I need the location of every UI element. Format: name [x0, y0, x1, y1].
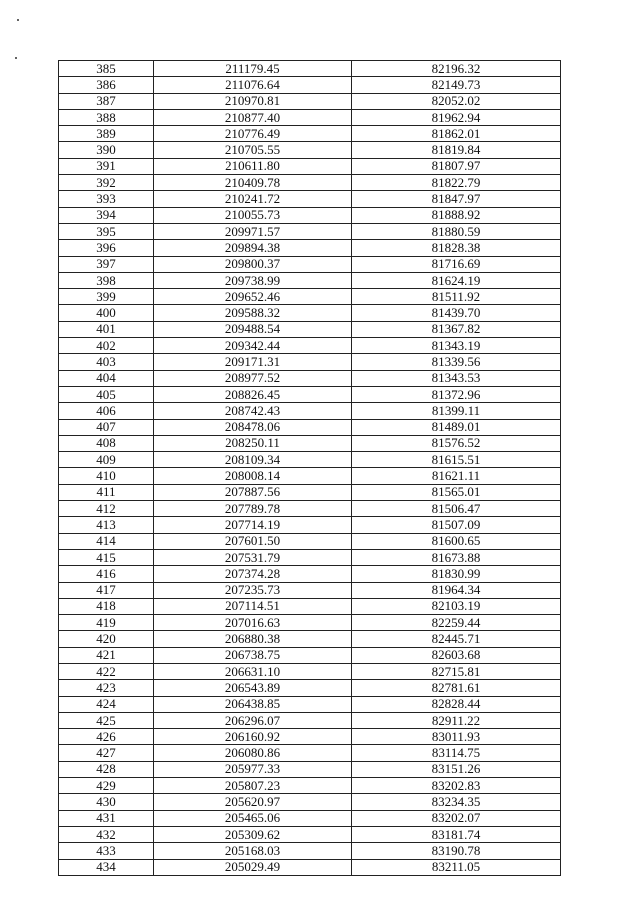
point-number-cell: 412 [59, 501, 154, 517]
point-number-cell: 429 [59, 778, 154, 794]
y-coordinate-cell: 83234.35 [352, 794, 561, 810]
y-coordinate-cell: 82715.81 [352, 663, 561, 679]
x-coordinate-cell: 209588.32 [154, 305, 352, 321]
x-coordinate-cell: 206296.07 [154, 712, 352, 728]
y-coordinate-cell: 81399.11 [352, 403, 561, 419]
point-number-cell: 408 [59, 435, 154, 451]
y-coordinate-cell: 81807.97 [352, 158, 561, 174]
x-coordinate-cell: 208977.52 [154, 370, 352, 386]
y-coordinate-cell: 83202.83 [352, 778, 561, 794]
x-coordinate-cell: 207714.19 [154, 517, 352, 533]
x-coordinate-cell: 208742.43 [154, 403, 352, 419]
point-number-cell: 417 [59, 582, 154, 598]
table-row [59, 305, 561, 321]
point-number-cell: 419 [59, 615, 154, 631]
x-coordinate-cell: 207235.73 [154, 582, 352, 598]
point-number-cell: 413 [59, 517, 154, 533]
x-coordinate-cell: 205620.97 [154, 794, 352, 810]
point-number-cell: 395 [59, 223, 154, 239]
point-number-cell: 394 [59, 207, 154, 223]
y-coordinate-cell: 82828.44 [352, 696, 561, 712]
x-coordinate-cell: 209171.31 [154, 354, 352, 370]
table-row [59, 712, 561, 728]
y-coordinate-cell: 83202.07 [352, 810, 561, 826]
scan-speck [15, 57, 17, 59]
x-coordinate-cell: 209800.37 [154, 256, 352, 272]
table-row [59, 126, 561, 142]
table-row [59, 240, 561, 256]
y-coordinate-cell: 82445.71 [352, 631, 561, 647]
x-coordinate-cell: 207374.28 [154, 566, 352, 582]
table-row [59, 859, 561, 875]
table-row [59, 435, 561, 451]
table-row [59, 517, 561, 533]
y-coordinate-cell: 81847.97 [352, 191, 561, 207]
point-number-cell: 414 [59, 533, 154, 549]
x-coordinate-cell: 210970.81 [154, 93, 352, 109]
y-coordinate-cell: 81339.56 [352, 354, 561, 370]
table-row [59, 419, 561, 435]
y-coordinate-cell: 81964.34 [352, 582, 561, 598]
y-coordinate-cell: 81828.38 [352, 240, 561, 256]
x-coordinate-cell: 205168.03 [154, 843, 352, 859]
point-number-cell: 423 [59, 680, 154, 696]
x-coordinate-cell: 210877.40 [154, 109, 352, 125]
y-coordinate-cell: 81624.19 [352, 272, 561, 288]
y-coordinate-cell: 81880.59 [352, 223, 561, 239]
x-coordinate-cell: 206631.10 [154, 663, 352, 679]
point-number-cell: 424 [59, 696, 154, 712]
point-number-cell: 390 [59, 142, 154, 158]
x-coordinate-cell: 205309.62 [154, 826, 352, 842]
table-row [59, 158, 561, 174]
x-coordinate-cell: 208826.45 [154, 386, 352, 402]
x-coordinate-cell: 206738.75 [154, 647, 352, 663]
table-row [59, 272, 561, 288]
table-row [59, 452, 561, 468]
point-number-cell: 432 [59, 826, 154, 842]
point-number-cell: 434 [59, 859, 154, 875]
y-coordinate-cell: 83190.78 [352, 843, 561, 859]
point-number-cell: 404 [59, 370, 154, 386]
y-coordinate-cell: 81673.88 [352, 549, 561, 565]
x-coordinate-cell: 206880.38 [154, 631, 352, 647]
point-number-cell: 406 [59, 403, 154, 419]
point-number-cell: 385 [59, 61, 154, 77]
table-row [59, 810, 561, 826]
y-coordinate-cell: 81489.01 [352, 419, 561, 435]
x-coordinate-cell: 210776.49 [154, 126, 352, 142]
y-coordinate-cell: 83011.93 [352, 729, 561, 745]
table-row [59, 191, 561, 207]
x-coordinate-cell: 207016.63 [154, 615, 352, 631]
x-coordinate-cell: 209488.54 [154, 321, 352, 337]
table-row [59, 680, 561, 696]
y-coordinate-cell: 81576.52 [352, 435, 561, 451]
point-number-cell: 415 [59, 549, 154, 565]
y-coordinate-cell: 81372.96 [352, 386, 561, 402]
y-coordinate-cell: 81343.53 [352, 370, 561, 386]
y-coordinate-cell: 81343.19 [352, 338, 561, 354]
y-coordinate-cell: 81830.99 [352, 566, 561, 582]
y-coordinate-cell: 81367.82 [352, 321, 561, 337]
table-row [59, 256, 561, 272]
x-coordinate-cell: 209738.99 [154, 272, 352, 288]
x-coordinate-cell: 211076.64 [154, 77, 352, 93]
point-number-cell: 411 [59, 484, 154, 500]
x-coordinate-cell: 205029.49 [154, 859, 352, 875]
y-coordinate-cell: 81506.47 [352, 501, 561, 517]
table-row [59, 61, 561, 77]
y-coordinate-cell: 82103.19 [352, 598, 561, 614]
y-coordinate-cell: 82603.68 [352, 647, 561, 663]
table-row [59, 175, 561, 191]
table-row [59, 598, 561, 614]
x-coordinate-cell: 206160.92 [154, 729, 352, 745]
x-coordinate-cell: 210241.72 [154, 191, 352, 207]
x-coordinate-cell: 207531.79 [154, 549, 352, 565]
point-number-cell: 430 [59, 794, 154, 810]
x-coordinate-cell: 210705.55 [154, 142, 352, 158]
point-number-cell: 407 [59, 419, 154, 435]
x-coordinate-cell: 206080.86 [154, 745, 352, 761]
table-row [59, 207, 561, 223]
table-row [59, 794, 561, 810]
x-coordinate-cell: 207601.50 [154, 533, 352, 549]
point-number-cell: 396 [59, 240, 154, 256]
point-number-cell: 422 [59, 663, 154, 679]
y-coordinate-cell: 82259.44 [352, 615, 561, 631]
x-coordinate-cell: 208008.14 [154, 468, 352, 484]
x-coordinate-cell: 208478.06 [154, 419, 352, 435]
point-number-cell: 410 [59, 468, 154, 484]
table-row [59, 843, 561, 859]
table-row [59, 370, 561, 386]
table-row [59, 468, 561, 484]
table-row [59, 484, 561, 500]
y-coordinate-cell: 83181.74 [352, 826, 561, 842]
point-number-cell: 403 [59, 354, 154, 370]
y-coordinate-cell: 81511.92 [352, 289, 561, 305]
scan-speck [17, 19, 19, 21]
table-row [59, 761, 561, 777]
table-row [59, 566, 561, 582]
point-number-cell: 386 [59, 77, 154, 93]
x-coordinate-cell: 211179.45 [154, 61, 352, 77]
x-coordinate-cell: 210409.78 [154, 175, 352, 191]
coordinate-table-body [59, 61, 561, 876]
table-row [59, 77, 561, 93]
point-number-cell: 420 [59, 631, 154, 647]
point-number-cell: 402 [59, 338, 154, 354]
table-row [59, 729, 561, 745]
table-row [59, 354, 561, 370]
table-row [59, 533, 561, 549]
coordinate-table [58, 60, 561, 876]
x-coordinate-cell: 207114.51 [154, 598, 352, 614]
table-row [59, 501, 561, 517]
x-coordinate-cell: 209894.38 [154, 240, 352, 256]
x-coordinate-cell: 209652.46 [154, 289, 352, 305]
point-number-cell: 405 [59, 386, 154, 402]
x-coordinate-cell: 208109.34 [154, 452, 352, 468]
point-number-cell: 425 [59, 712, 154, 728]
table-row [59, 745, 561, 761]
table-row [59, 826, 561, 842]
y-coordinate-cell: 81716.69 [352, 256, 561, 272]
y-coordinate-cell: 82052.02 [352, 93, 561, 109]
table-row [59, 696, 561, 712]
point-number-cell: 401 [59, 321, 154, 337]
table-row [59, 631, 561, 647]
point-number-cell: 393 [59, 191, 154, 207]
y-coordinate-cell: 82149.73 [352, 77, 561, 93]
x-coordinate-cell: 207887.56 [154, 484, 352, 500]
y-coordinate-cell: 81962.94 [352, 109, 561, 125]
point-number-cell: 433 [59, 843, 154, 859]
point-number-cell: 388 [59, 109, 154, 125]
table-row [59, 663, 561, 679]
point-number-cell: 391 [59, 158, 154, 174]
table-row [59, 647, 561, 663]
point-number-cell: 398 [59, 272, 154, 288]
x-coordinate-cell: 207789.78 [154, 501, 352, 517]
x-coordinate-cell: 210611.80 [154, 158, 352, 174]
y-coordinate-cell: 81600.65 [352, 533, 561, 549]
y-coordinate-cell: 81565.01 [352, 484, 561, 500]
y-coordinate-cell: 81888.92 [352, 207, 561, 223]
x-coordinate-cell: 206438.85 [154, 696, 352, 712]
y-coordinate-cell: 83114.75 [352, 745, 561, 761]
point-number-cell: 392 [59, 175, 154, 191]
point-number-cell: 426 [59, 729, 154, 745]
table-row [59, 109, 561, 125]
point-number-cell: 418 [59, 598, 154, 614]
point-number-cell: 387 [59, 93, 154, 109]
table-row [59, 338, 561, 354]
y-coordinate-cell: 82196.32 [352, 61, 561, 77]
y-coordinate-cell: 82911.22 [352, 712, 561, 728]
x-coordinate-cell: 210055.73 [154, 207, 352, 223]
table-row [59, 582, 561, 598]
y-coordinate-cell: 81862.01 [352, 126, 561, 142]
point-number-cell: 399 [59, 289, 154, 305]
y-coordinate-cell: 81507.09 [352, 517, 561, 533]
table-row [59, 778, 561, 794]
x-coordinate-cell: 205807.23 [154, 778, 352, 794]
point-number-cell: 431 [59, 810, 154, 826]
y-coordinate-cell: 83151.26 [352, 761, 561, 777]
table-row [59, 549, 561, 565]
point-number-cell: 409 [59, 452, 154, 468]
table-row [59, 386, 561, 402]
table-row [59, 289, 561, 305]
table-row [59, 321, 561, 337]
point-number-cell: 416 [59, 566, 154, 582]
x-coordinate-cell: 206543.89 [154, 680, 352, 696]
y-coordinate-cell: 81621.11 [352, 468, 561, 484]
point-number-cell: 428 [59, 761, 154, 777]
y-coordinate-cell: 83211.05 [352, 859, 561, 875]
point-number-cell: 421 [59, 647, 154, 663]
point-number-cell: 400 [59, 305, 154, 321]
y-coordinate-cell: 82781.61 [352, 680, 561, 696]
table-row [59, 223, 561, 239]
y-coordinate-cell: 81615.51 [352, 452, 561, 468]
x-coordinate-cell: 208250.11 [154, 435, 352, 451]
y-coordinate-cell: 81822.79 [352, 175, 561, 191]
table-row [59, 93, 561, 109]
table-row [59, 615, 561, 631]
x-coordinate-cell: 205977.33 [154, 761, 352, 777]
y-coordinate-cell: 81819.84 [352, 142, 561, 158]
x-coordinate-cell: 209971.57 [154, 223, 352, 239]
point-number-cell: 427 [59, 745, 154, 761]
point-number-cell: 397 [59, 256, 154, 272]
y-coordinate-cell: 81439.70 [352, 305, 561, 321]
table-row [59, 142, 561, 158]
table-row [59, 403, 561, 419]
x-coordinate-cell: 205465.06 [154, 810, 352, 826]
point-number-cell: 389 [59, 126, 154, 142]
x-coordinate-cell: 209342.44 [154, 338, 352, 354]
